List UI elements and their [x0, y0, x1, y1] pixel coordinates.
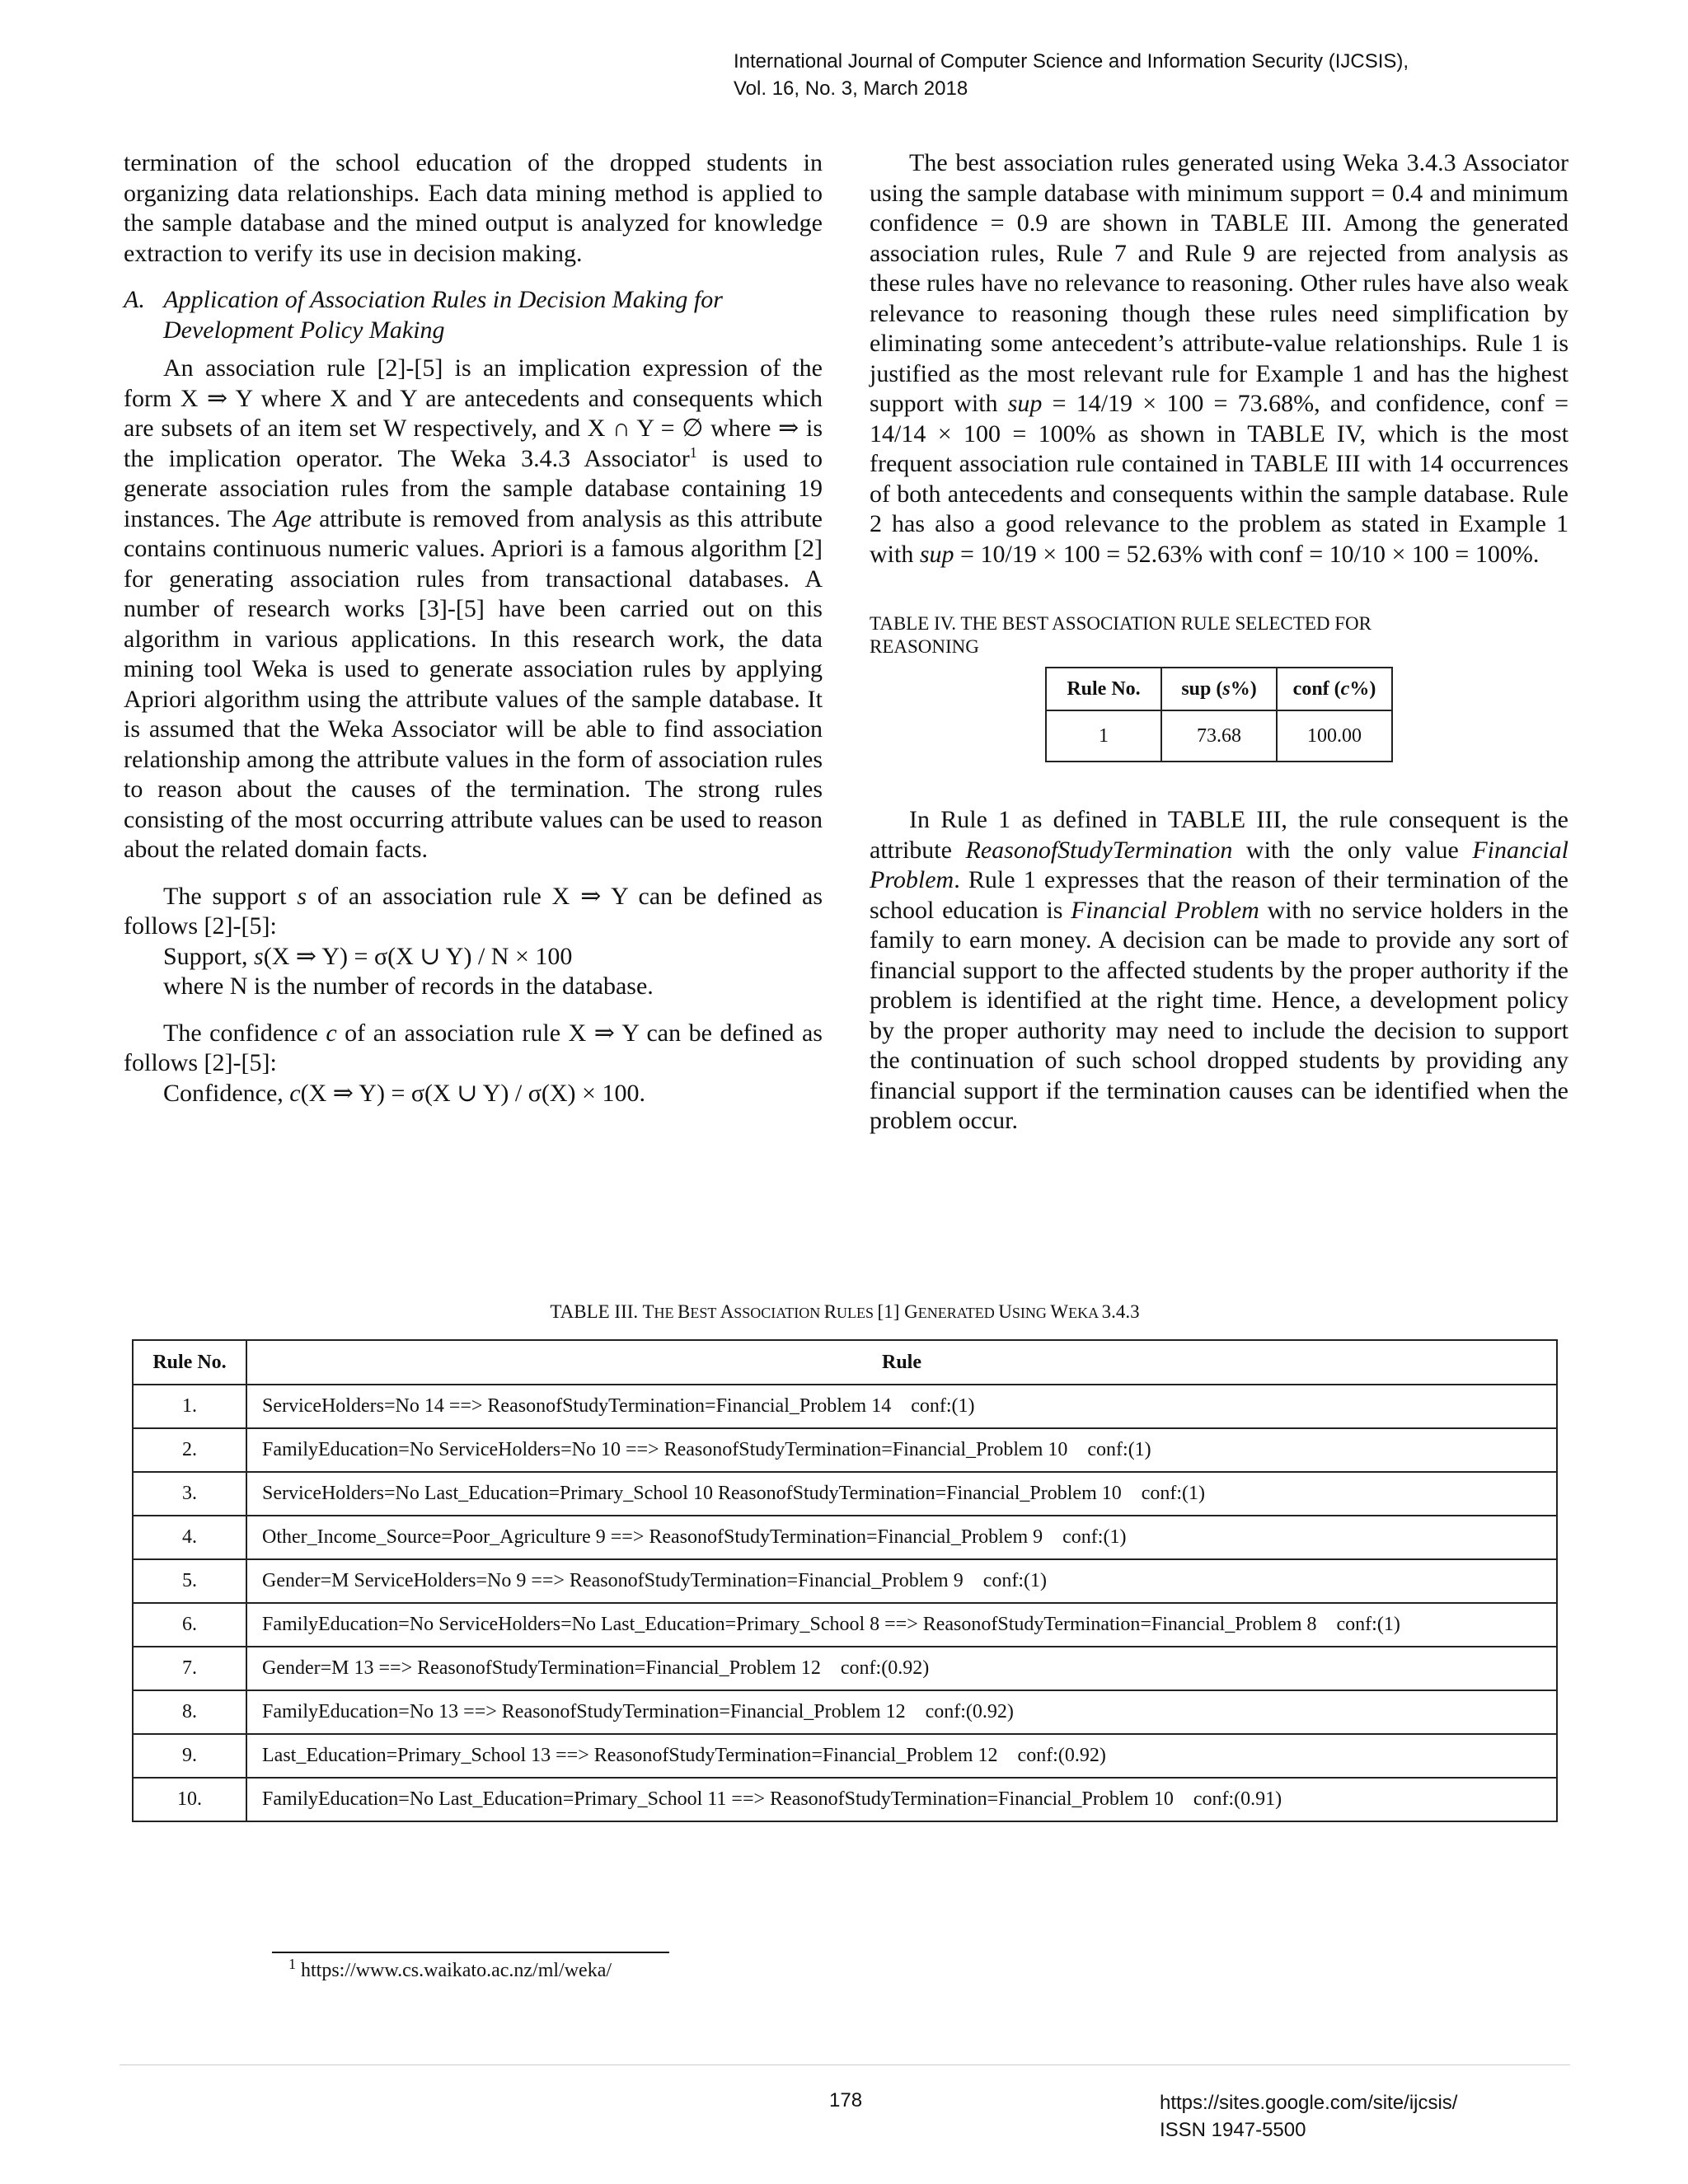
paragraph: The best association rules generated using Weka 3.4.3 Associator using the sample database with minimum support = 0.4 and minimum confidence = 0.9 are shown in TABLE III. Among the generated association rules, Rule 7 and Rule 9 are rejected from analysis as these rules have no relevance to reasoning. Other rules have also weak relevance to reasoning though these rules need simplification by eliminating some antecedent’s attribute-value relationships. Rule 1 is justified as the most relevant rule for Example 1 and has the highest support with sup = 14/19 × 100 = 73.68%, and confidence, conf = 14/14 × 100 = 100% as shown in TABLE IV, which is the most frequent association rule contained in TABLE III with 14 occurrences of both antecedents and consequents within the sample database. Rule 2 has also a good relevance to the problem as stated in Example 1 with sup = 10/19 × 100 = 52.63% with conf = 10/10 × 100 = 100%. [870, 149, 1568, 568]
rule-number: 4. [133, 1516, 246, 1559]
table-row [133, 1647, 1557, 1690]
formula-note: where N is the number of records in the database. [163, 972, 654, 1000]
rule-number: 6. [133, 1603, 246, 1647]
table-row [133, 1472, 1557, 1516]
table3-caption: TABLE III. THE BEST ASSOCIATION RULES [1] GENERATED USING WEKA 3.4.3 [550, 1301, 1140, 1322]
paragraph: An association rule [2]-[5] is an implication expression of the form X ⇒ Y where X and Y are antecedents and consequents which are subsets of an item set W respectively, and X ∩ Y = ∅ where ⇒ is the implication operator. The Weka 3.4.3 Associator$^1$ is used to generate association rules from the sample database containing 19 instances. The Age attribute is removed from analysis as this attribute contains continuous numeric values. Apriori is a famous algorithm [2] for generating association rules from transactional databases. A number of research works [3]-[5] have been carried out on this algorithm in various applications. In this research work, the data mining tool Weka is used to generate association rules by applying Apriori algorithm using the attribute values of the sample database. It is assumed that the Weka Associator will be able to find association relationship among the attribute values in the form of association rules to reason about the causes of the termination. The strong rules consisting of the most occurring attribute values can be used to reason about the related domain facts. [124, 354, 823, 863]
table-row [133, 1734, 1557, 1778]
table-row [133, 1559, 1557, 1603]
left-column [124, 148, 823, 1108]
rule-number: 8. [133, 1690, 246, 1734]
rule-number: 1. [133, 1385, 246, 1428]
table-row [133, 1690, 1557, 1734]
cell-rule-no: 1 [1046, 710, 1161, 762]
rule-text: Last_Education=Primary_School 13 ==> ReasonofStudyTermination=Financial_Problem 12 conf:(0.92) [246, 1734, 1557, 1778]
header-confidence: conf (c%) [1277, 668, 1392, 710]
paragraph: termination of the school education of the dropped students in organizing data relationships. Each data mining method is applied to the sample database and the mined output is analyzed for knowledge extraction to verify its use in decision making. [124, 149, 823, 267]
footnote-link[interactable]: https://www.cs.waikato.ac.nz/ml/weka/ [296, 1960, 612, 1981]
rule-text: Gender=M ServiceHolders=No 9 ==> ReasonofStudyTermination=Financial_Problem 9 conf:(1) [246, 1559, 1557, 1603]
table3 [132, 1339, 1558, 1822]
rule-number: 3. [133, 1472, 246, 1516]
rule-text: FamilyEducation=No ServiceHolders=No Last_Education=Primary_School 8 ==> ReasonofStudyTermination=Financial_Problem 8 conf:(1) [246, 1603, 1557, 1647]
table-header-row [133, 1340, 1557, 1385]
table4 [1045, 667, 1393, 762]
rule-text: Gender=M 13 ==> ReasonofStudyTermination=Financial_Problem 12 conf:(0.92) [246, 1647, 1557, 1690]
rule-number: 7. [133, 1647, 246, 1690]
rule-text: FamilyEducation=No Last_Education=Primary_School 11 ==> ReasonofStudyTermination=Financial_Problem 10 conf:(0.91) [246, 1778, 1557, 1821]
table4-caption: TABLE IV. THE BEST ASSOCIATION RULE SELECTED FOR REASONING [870, 613, 1372, 657]
footer-divider [120, 2064, 1570, 2065]
rule-number: 5. [133, 1559, 246, 1603]
table-header-row [1046, 668, 1392, 710]
paragraph: The confidence c of an association rule X ⇒ Y can be defined as follows [2]-[5]: [124, 1019, 823, 1076]
section-heading [124, 285, 823, 345]
confidence-formula: Confidence, c(X ⇒ Y) = σ(X ∪ Y) / σ(X) × 100. [163, 1079, 645, 1107]
paragraph: The support s of an association rule X ⇒ Y can be defined as follows [2]-[5]: [124, 882, 823, 940]
rule-text: FamilyEducation=No ServiceHolders=No 10 ==> ReasonofStudyTermination=Financial_Problem 10 conf:(1) [246, 1428, 1557, 1472]
section-number: A. [124, 286, 145, 313]
running-header [734, 48, 1409, 102]
footer-info [1160, 2089, 1457, 2144]
table-row [133, 1778, 1557, 1821]
rule-number: 10. [133, 1778, 246, 1821]
footnote-mark: 1 [288, 1956, 296, 1972]
rule-number: 2. [133, 1428, 246, 1472]
table-row [133, 1428, 1557, 1472]
header-rule: Rule [246, 1340, 1557, 1385]
rule-text: FamilyEducation=No 13 ==> ReasonofStudyTermination=Financial_Problem 12 conf:(0.92) [246, 1690, 1557, 1734]
journal-volume: Vol. 16, No. 3, March 2018 [734, 77, 968, 100]
cell-confidence: 100.00 [1277, 710, 1392, 762]
table-row [133, 1385, 1557, 1428]
rule-number: 9. [133, 1734, 246, 1778]
rule-text: ServiceHolders=No 14 ==> ReasonofStudyTermination=Financial_Problem 14 conf:(1) [246, 1385, 1557, 1428]
rule-text: ServiceHolders=No Last_Education=Primary_School 10 ReasonofStudyTermination=Financial_Problem 10 conf:(1) [246, 1472, 1557, 1516]
support-formula: Support, s(X ⇒ Y) = σ(X ∪ Y) / N × 100 [163, 942, 573, 970]
header-support: sup (s%) [1161, 668, 1277, 710]
table-row [133, 1516, 1557, 1559]
table-row [133, 1603, 1557, 1647]
section-title-line1: Application of Association Rules in Decision Making for [163, 286, 723, 313]
rule-text: Other_Income_Source=Poor_Agriculture 9 ==> ReasonofStudyTermination=Financial_Problem 9 conf:(1) [246, 1516, 1557, 1559]
header-rule-no: Rule No. [1046, 668, 1161, 710]
footnote-divider [272, 1952, 669, 1953]
footnote [288, 1956, 612, 1982]
issn: ISSN 1947-5500 [1160, 2119, 1306, 2141]
right-column [870, 148, 1568, 1137]
journal-url[interactable]: https://sites.google.com/site/ijcsis/ [1160, 2092, 1458, 2114]
cell-support: 73.68 [1161, 710, 1277, 762]
paragraph: In Rule 1 as defined in TABLE III, the rule consequent is the attribute ReasonofStudyTermination with the only value Financial Problem. Rule 1 expresses that the reason of their termination of the school education is Financial Problem with no service holders in the family to earn money. A decision can be made to provide any sort of financial support to the affected students by the proper authority if the problem is identified at the right time. Hence, a development policy by the proper authority may need to include the decision to support the continuation of such school dropped students by providing any financial support if the termination causes can be identified when the problem occur. [870, 806, 1568, 1134]
page-number: 178 [829, 2089, 863, 2111]
footnote-ref: 1 [689, 443, 697, 461]
section-title-line2: Development Policy Making [163, 316, 445, 344]
table-row [1046, 710, 1392, 762]
journal-title: International Journal of Computer Science and Information Security (IJCSIS), [734, 50, 1409, 73]
header-rule-no: Rule No. [133, 1340, 246, 1385]
